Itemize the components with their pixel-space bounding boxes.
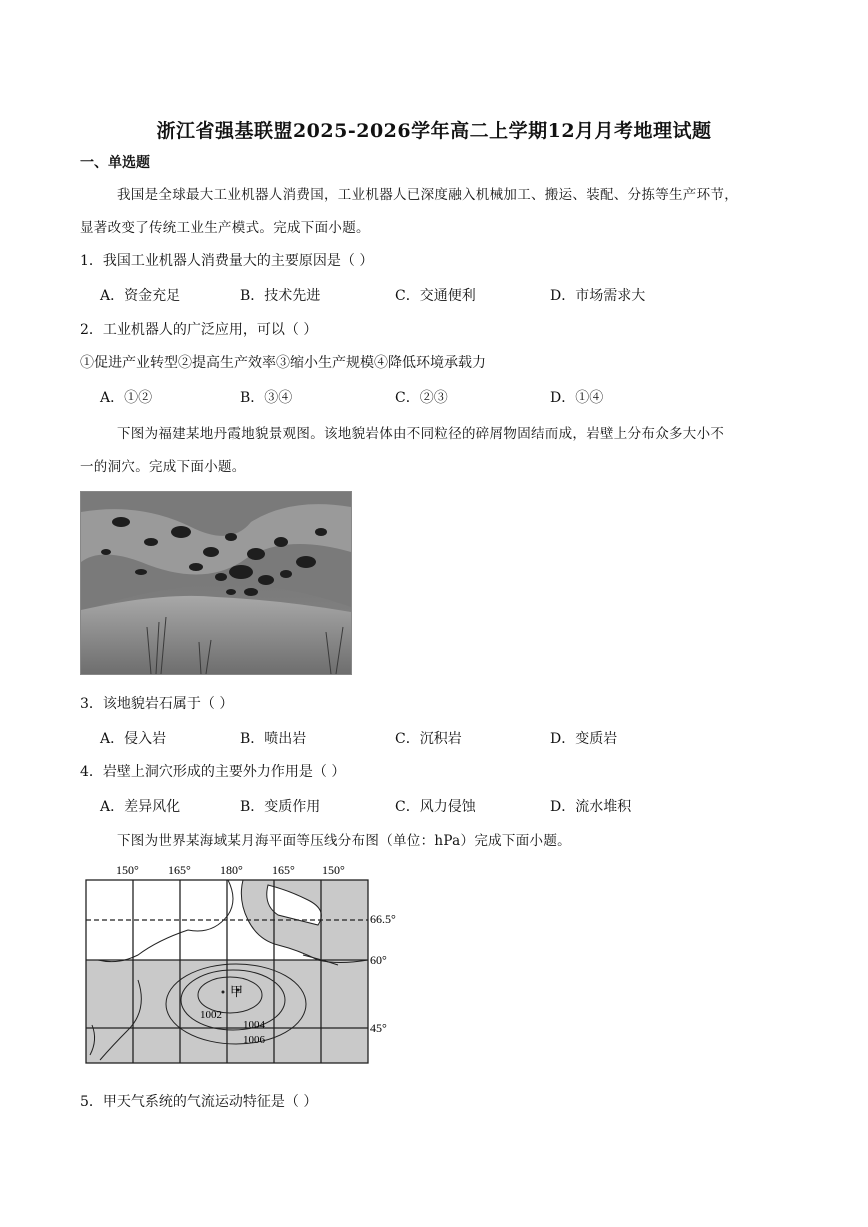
pressure-center-label: 甲 [230, 984, 244, 999]
intro-paragraph-3: 下图为世界某海域某月海平面等压线分布图（单位：hPa）完成下面小题。 [117, 833, 571, 849]
longitude-label: 165° [272, 863, 295, 877]
isobar-label: 1006 [243, 1034, 265, 1046]
longitude-label: 165° [168, 863, 191, 877]
question-2-stem: 2．工业机器人的广泛应用，可以（ ） [80, 322, 318, 338]
intro-paragraph-1-line-2: 显著改变了传统工业生产模式。完成下面小题。 [80, 220, 370, 236]
isobar-label: 1002 [200, 1009, 222, 1021]
question-2-options [100, 387, 800, 407]
latitude-label: 45° [370, 1021, 387, 1035]
option-b[interactable]: B．③④ [240, 390, 293, 406]
question-3-options [100, 728, 800, 748]
option-d[interactable]: D．市场需求大 [550, 288, 646, 304]
option-a[interactable]: A．资金充足 [100, 288, 181, 304]
section-heading: 一、单选题 [80, 155, 150, 171]
question-5-stem: 5．甲天气系统的气流运动特征是（ ） [80, 1094, 318, 1110]
question-2-statements: ①促进产业转型②提高生产效率③缩小生产规模④降低环境承载力 [80, 355, 486, 371]
option-d[interactable]: D．变质岩 [550, 731, 618, 747]
option-c[interactable]: C．沉积岩 [395, 731, 462, 747]
option-c[interactable]: C．风力侵蚀 [395, 799, 476, 815]
option-b[interactable]: B．喷出岩 [240, 731, 307, 747]
question-4-stem: 4．岩壁上洞穴形成的主要外力作用是（ ） [80, 764, 346, 780]
question-4-options [100, 796, 800, 816]
isobar-map [78, 860, 408, 1068]
option-c[interactable]: C．交通便利 [395, 288, 476, 304]
longitude-label: 180° [220, 863, 243, 877]
option-a[interactable]: A．①② [100, 390, 153, 406]
page-title: 浙江省强基联盟2025-2026学年高二上学期12月月考地理试题 [156, 120, 712, 142]
question-1-stem: 1．我国工业机器人消费量大的主要原因是（ ） [80, 253, 374, 269]
option-b[interactable]: B．技术先进 [240, 288, 321, 304]
option-a[interactable]: A．差异风化 [100, 799, 181, 815]
latitude-label: 60° [370, 953, 387, 967]
option-a[interactable]: A．侵入岩 [100, 731, 167, 747]
longitude-label: 150° [116, 863, 139, 877]
intro-paragraph-1-line-1: 我国是全球最大工业机器人消费国，工业机器人已深度融入机械加工、搬运、装配、分拣等生产环节， [117, 187, 738, 203]
option-c[interactable]: C．②③ [395, 390, 448, 406]
question-3-stem: 3．该地貌岩石属于（ ） [80, 696, 234, 712]
option-d[interactable]: D．①④ [550, 390, 604, 406]
question-1-options [100, 285, 800, 305]
latitude-label: 66.5° [370, 912, 396, 926]
option-b[interactable]: B．变质作用 [240, 799, 321, 815]
intro-paragraph-2-line-2: 一的洞穴。完成下面小题。 [80, 459, 246, 475]
isobar-label: 1004 [243, 1019, 265, 1031]
option-d[interactable]: D．流水堆积 [550, 799, 632, 815]
danxia-landform-photo [80, 491, 352, 675]
longitude-label: 150° [322, 863, 345, 877]
intro-paragraph-2-line-1: 下图为福建某地丹霞地貌景观图。该地貌岩体由不同粒径的碎屑物固结而成，岩壁上分布众多大小不 [117, 426, 725, 442]
